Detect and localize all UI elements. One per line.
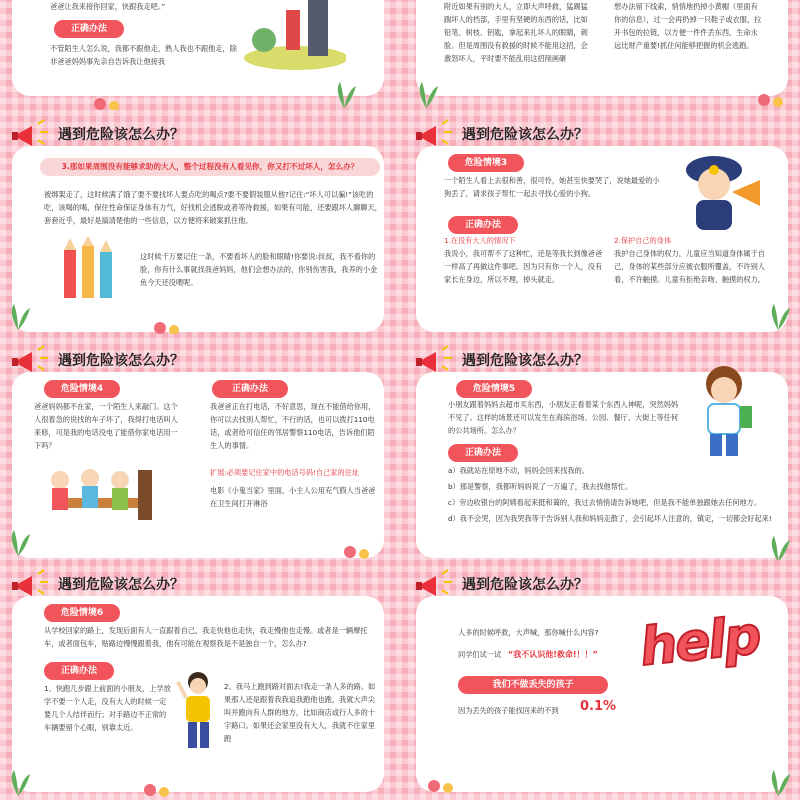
slide-1-body: 不管陌生人怎么说，我都不跟他走，熟人我也不跟他走，除非爸爸妈妈事先亲自告诉我让他接我 [50,44,237,66]
slide-5 [0,338,396,560]
flower-decoration [90,94,124,110]
megaphone-icon [10,344,50,374]
scenario-pill: 危险情境4 [44,380,120,398]
slide-4-heading-2: 2.保护自己的身体 [614,236,672,245]
slide-6-item-c: c）旁边收银台的阿姨看起来挺和蔼的，我过去悄悄请告诉她吧，但是我不能单独跟她去任何地方。 [448,498,762,507]
slide-6 [404,338,800,560]
slide-title: 遇到危险该怎么办？ [58,127,184,143]
slide-7-body: 从学校回家的路上，发现后面有人一直跟着自己，我走快他也走快，我走慢他也走慢。或者是一辆摩托车，或者面包车，贴路边慢慢跟着我，他有可能在观察我是不是独自一个，怎么办? [44,626,368,648]
plant-decoration [764,534,792,560]
slide-6-body: 小朋友跟着妈妈去超市买东西，小朋友正看着某个东西入神呢，突然妈妈不见了。这样的场景还可以发生在海滨浴场、公园、餐厅、大街上等任何的公共场所。怎么办？ [448,400,679,435]
slide-4-body-1: 我说小，我可帮不了这种忙，还是等我长到像爸爸一样高了再做这件事吧。因为只有你一个人，没有家长在身边，所以不理，掉头就走。 [444,249,603,284]
flower-decoration [754,90,788,110]
plant-decoration [4,528,32,556]
slide-5-body-2: 我爸爸正在打电话，不好意思，现在不能借给你用，你可以去找别人帮忙，不行的话，也可以拨打110电话，或者给可信任的邻居警察110电话，告诉他们陌生人的事情。 [210,402,376,450]
slide-4-body-2: 我护自己身体的权力，儿童应当知道身体属于自己，身体的某些部分应被衣服所覆盖，不许别人看，不许触摸。儿童有拒绝亲吻、触摸的权力。 [614,249,765,284]
slide-title: 遇到危险该怎么办？ [58,353,184,369]
slide-3 [0,112,396,334]
flower-decoration [340,542,374,560]
slide-6-item-b: b）那是警察，我都听妈妈说了一万遍了，我去找他帮忙。 [448,482,633,491]
plant-decoration [4,768,32,796]
slide-8-pill: 我们不做丢失的孩子 [458,676,608,694]
scenario-pill: 危险情境3 [448,154,524,172]
slide-3-body-1: 被绑架走了，这时候满了饿了要不要找坏人要点吃的喝点?要不要假装服从他?记住:“坏人可以骗!”该吃的吃，该喝的喝，保住性命保证身体有力气，好找机会逃脱或者等待救援，如果有可能，还要跟坏人聊聊天，套套近乎，最好是搞清楚他的一些信息，以方便将来破案抓住他。 [44,190,382,225]
slide-title: 遇到危险该怎么办？ [58,577,184,593]
slide-8-question: 人多的时候呼救，大声喊，那你喊什么内容? [458,628,599,637]
slide-1-pill: 正确办法 [54,20,124,38]
slide-2 [404,0,800,110]
scenario-pill: 危险情境5 [456,380,532,398]
parent-child-illustration [236,0,346,70]
slide-7 [0,562,396,800]
slide-8-try-label: 同学们试一试 [458,650,502,659]
slide-1 [0,0,396,110]
megaphone-icon [10,118,50,148]
megaphone-icon [10,568,50,598]
megaphone-icon [414,344,454,374]
boy-illustration [690,362,760,462]
slide-4-body: 一个陌生人看上去很和善，很可怜，她甚至快要哭了，说她最爱的小狗丢了，请求孩子帮忙一起去寻找心爱的小狗。 [444,176,660,198]
slide-1-top-text: 爸爸让我来接你回家，快跟我走吧。” [50,2,166,11]
slide-5-extension-label: 扩展:必须要记住家中的电话号码!自己家的住址 [210,468,360,477]
slide-title: 遇到危险该怎么办？ [462,353,588,369]
slide-title: 遇到危险该怎么办？ [462,127,588,143]
slide-title: 遇到危险该怎么办？ [462,577,588,593]
slide-7-body-1: 1、快跑几步跟上前面的小朋友，上学放学不要一个人走，没有大人的时候一定要几个人结伴而行；对手路边不正常的车辆要留个心眼，别靠太近。 [44,684,171,732]
student-illustration [176,668,222,752]
solution-pill: 正确办法 [212,380,288,398]
plant-decoration [764,768,792,796]
slide-7-body-2: 2、我马上跑到路对面去!我走一条人多的路。如果那人还是跟着我我追我跑他也跑，我就大声尖叫并跑向有人群的地方，比如商店或行人多的十字路口。如果还会家里没有大人，我就不往家里跑 [224,682,376,743]
slide-2-right-body: 想办法留下线索，悄悄地扔掉小黄帽（里面有你的信息），过一会再扔掉一只鞋子或衣服，拉开书包的拉链，以方便一件件丢东西，生命永远比财产重要!抓住何能够把握的机会逃跑。 [614,2,762,50]
slide-5-body: 爸爸妈妈都不在家，一个陌生人来敲门。这个人很着急的说找的车子坏了，我得打电话叫人来修，可是我的电话没电了能借你家电话用一下吗？ [34,402,178,450]
plant-decoration [412,80,440,108]
flower-decoration [140,780,174,800]
flower-decoration [424,776,458,796]
solution-pill: 正确办法 [44,662,114,680]
megaphone-icon [414,568,454,598]
slide-6-item-d: d）我不会哭，因为我哭我等于告诉别人我和妈妈走散了，会引起坏人注意的，镇定，一切都会好起来! [448,514,772,523]
police-officer-illustration [674,140,774,236]
slide-4-heading-1: 1.在没有大人的情况下 [444,236,516,245]
plant-decoration [4,302,32,330]
slide-8-rate: 0.1% [580,699,617,714]
help-word-art: help [637,605,763,679]
slide-8-try-quote: “我不认识他!救命!！！” [508,650,598,659]
flower-decoration [150,318,184,334]
slide-8-rate-label: 因为丢失的孩子能找回来的不到 [458,706,559,715]
slide-6-item-a: a）我就站在原地不动，妈妈会回来找我的。 [448,466,589,475]
plant-decoration [764,302,792,330]
slide-5-extension-body: 电影《小鬼当家》里面，小主人公用充气假人当爸爸在卫生间打开淋浴 [210,486,376,508]
scenario-pill: 危险情境6 [44,604,120,622]
slide-8 [404,562,800,800]
slide-3-body-2: 这时候千万要记住一条，不要看坏人的脸和眼睛!你要说:叔叔，我不看你的脸，你有什么事就找我爸妈妈，他们会想办法的，你别伤害我，我养的小金鱼今天还没喂呢。 [140,252,378,287]
pencils-illustration [60,236,120,306]
megaphone-icon [414,118,454,148]
slide-4 [404,112,800,334]
slide-2-left-body: 附近如果有别的大人，立即大声呼救，猛踢猛踹坏人的档部，手里有坚硬的东西的话，比如铅笔、树枝、钥匙，拿起来扎坏人的眼睛，刺脸。但是周围没有救援的时候不能用这招，会激怒坏人，平时要不能乱用这招削画砸 [444,2,588,63]
children-group-illustration [40,460,160,530]
solution-pill: 正确办法 [448,216,518,234]
solution-pill: 正确办法 [448,444,518,462]
question-pill: 3.那如果周围没有能够求助的大人，整个过程没有人看见你，你又打不过坏人，怎么办？ [40,158,380,176]
plant-decoration [330,80,358,108]
